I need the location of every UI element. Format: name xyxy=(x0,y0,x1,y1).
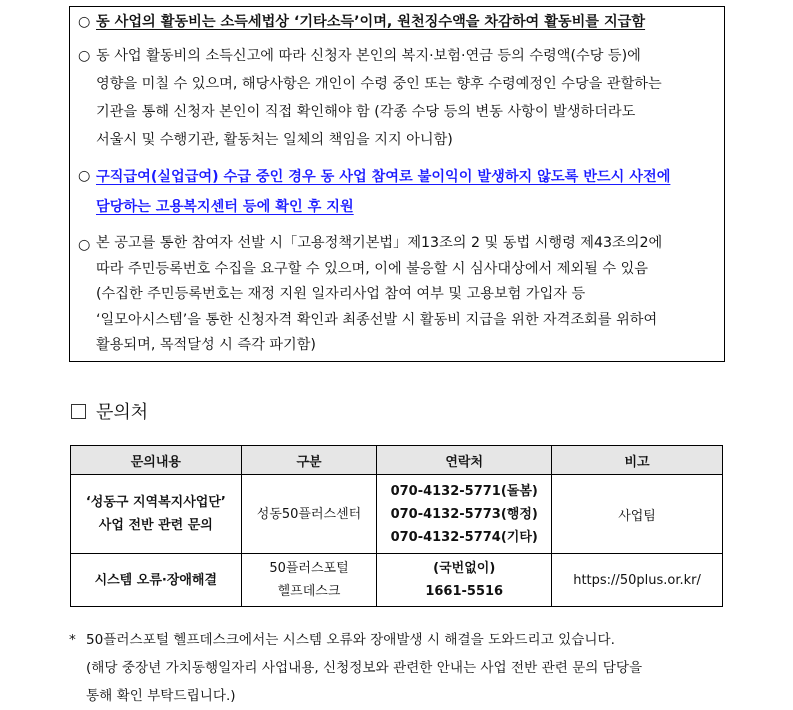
contact-cell xyxy=(377,554,552,607)
paragraph-line: ‘일모아시스템’을 통한 신청자격 확인과 최종선발 시 활동비 지급을 위한 자격조회를 위하여 xyxy=(96,311,658,328)
category-line: 성동50플러스센터 xyxy=(256,506,362,522)
notice-paragraph-income-report xyxy=(78,42,720,154)
note-cell: 사업팀 xyxy=(552,475,723,554)
category-cell xyxy=(241,554,377,607)
phone-number: 070-4132-5773(행정) xyxy=(390,506,538,522)
notice-heading-text: 동 사업의 활동비는 소득세법상 ‘기타소득’이며, 원천징수액을 차감하여 활동비를 지급함 xyxy=(96,14,646,30)
phone-number: 070-4132-5774(기타) xyxy=(390,529,538,545)
paragraph-line: 활용되며, 목적달성 시 즉각 파기함) xyxy=(96,337,316,353)
paragraph-line: 구직급여(실업급여) 수급 중인 경우 동 사업 참여로 불이익이 발생하지 않도록 반드시 사전에 xyxy=(96,169,671,185)
paragraph-line: 영향을 미칠 수 있으며, 해당사항은 개인이 수령 중인 또는 향후 수령예정인 수당을 관할하는 xyxy=(96,76,662,92)
paragraph-line: 기관을 통해 신청자 본인이 직접 확인해야 함 (각종 수당 등의 변동 사항이 발생하더라도 xyxy=(96,104,636,120)
topic-line: ‘성동구 지역복지사업단’ xyxy=(85,495,226,510)
category-cell xyxy=(241,475,377,554)
circle-bullet-icon: ○ xyxy=(78,48,91,64)
circle-bullet-icon: ○ xyxy=(78,14,91,30)
column-header: 구분 xyxy=(241,446,377,475)
category-line: 50플러스포털 xyxy=(269,561,349,576)
topic-cell xyxy=(71,475,242,554)
column-header: 비고 xyxy=(552,446,723,475)
topic-line: 사업 전반 관련 문의 xyxy=(98,518,213,533)
contact-cell xyxy=(377,475,552,554)
category-line: 헬프데스크 xyxy=(277,584,341,599)
footnote-line: 통해 확인 부탁드립니다.) xyxy=(86,688,236,704)
website-link[interactable]: https://50plus.or.kr/ xyxy=(552,554,723,607)
table-row xyxy=(71,475,723,554)
checkbox-icon xyxy=(71,404,86,419)
notice-heading xyxy=(78,8,720,36)
footnote-line: 50플러스포털 헬프데스크에서는 시스템 오류와 장애발생 시 해결을 도와드리고 있습니다. xyxy=(86,632,615,648)
table-row xyxy=(71,554,723,607)
paragraph-line: 담당하는 고용복지센터 등에 확인 후 지원 xyxy=(96,199,354,215)
column-header: 연락처 xyxy=(377,446,552,475)
footnote-line: (해당 중장년 가치동행일자리 사업내용, 신청정보와 관련한 안내는 사업 전반 관련 문의 담당을 xyxy=(86,660,643,676)
notice-box xyxy=(69,6,725,362)
asterisk-mark: * xyxy=(69,632,76,648)
phone-note: (국번없이) xyxy=(433,561,496,576)
contact-table xyxy=(70,445,723,607)
contact-section-heading xyxy=(71,398,148,424)
phone-number: 070-4132-5771(돌봄) xyxy=(390,483,538,499)
paragraph-line: 동 사업 활동비의 소득신고에 따라 신청자 본인의 복지·보험·연금 등의 수령액(수당 등)에 xyxy=(96,48,641,64)
notice-paragraph-unemployment xyxy=(78,162,720,222)
phone-number: 1661-5516 xyxy=(425,584,504,599)
circle-bullet-icon: ○ xyxy=(78,168,91,184)
topic-line: 시스템 오류·장애해결 xyxy=(94,572,218,588)
paragraph-line: (수집한 주민등록번호는 재정 지원 일자리사업 참여 여부 및 고용보험 가입자 등 xyxy=(96,286,586,302)
paragraph-line: 따라 주민등록번호 수집을 요구할 수 있으며, 이에 불응할 시 심사대상에서 제외될 수 있음 xyxy=(96,260,649,277)
paragraph-line: 서울시 및 수행기관, 활동처는 일체의 책임을 지지 아니함) xyxy=(96,132,453,148)
notice-paragraph-resident-number xyxy=(78,231,720,359)
topic-cell xyxy=(71,554,242,607)
column-header: 문의내용 xyxy=(71,446,242,475)
footnote xyxy=(69,626,732,710)
paragraph-line: 본 공고를 통한 참여자 선발 시「고용정책기본법」제13조의 2 및 동법 시행령 제43조의2에 xyxy=(96,235,663,251)
table-header-row xyxy=(71,446,723,475)
section-title: 문의처 xyxy=(96,402,149,423)
circle-bullet-icon: ○ xyxy=(78,237,91,253)
